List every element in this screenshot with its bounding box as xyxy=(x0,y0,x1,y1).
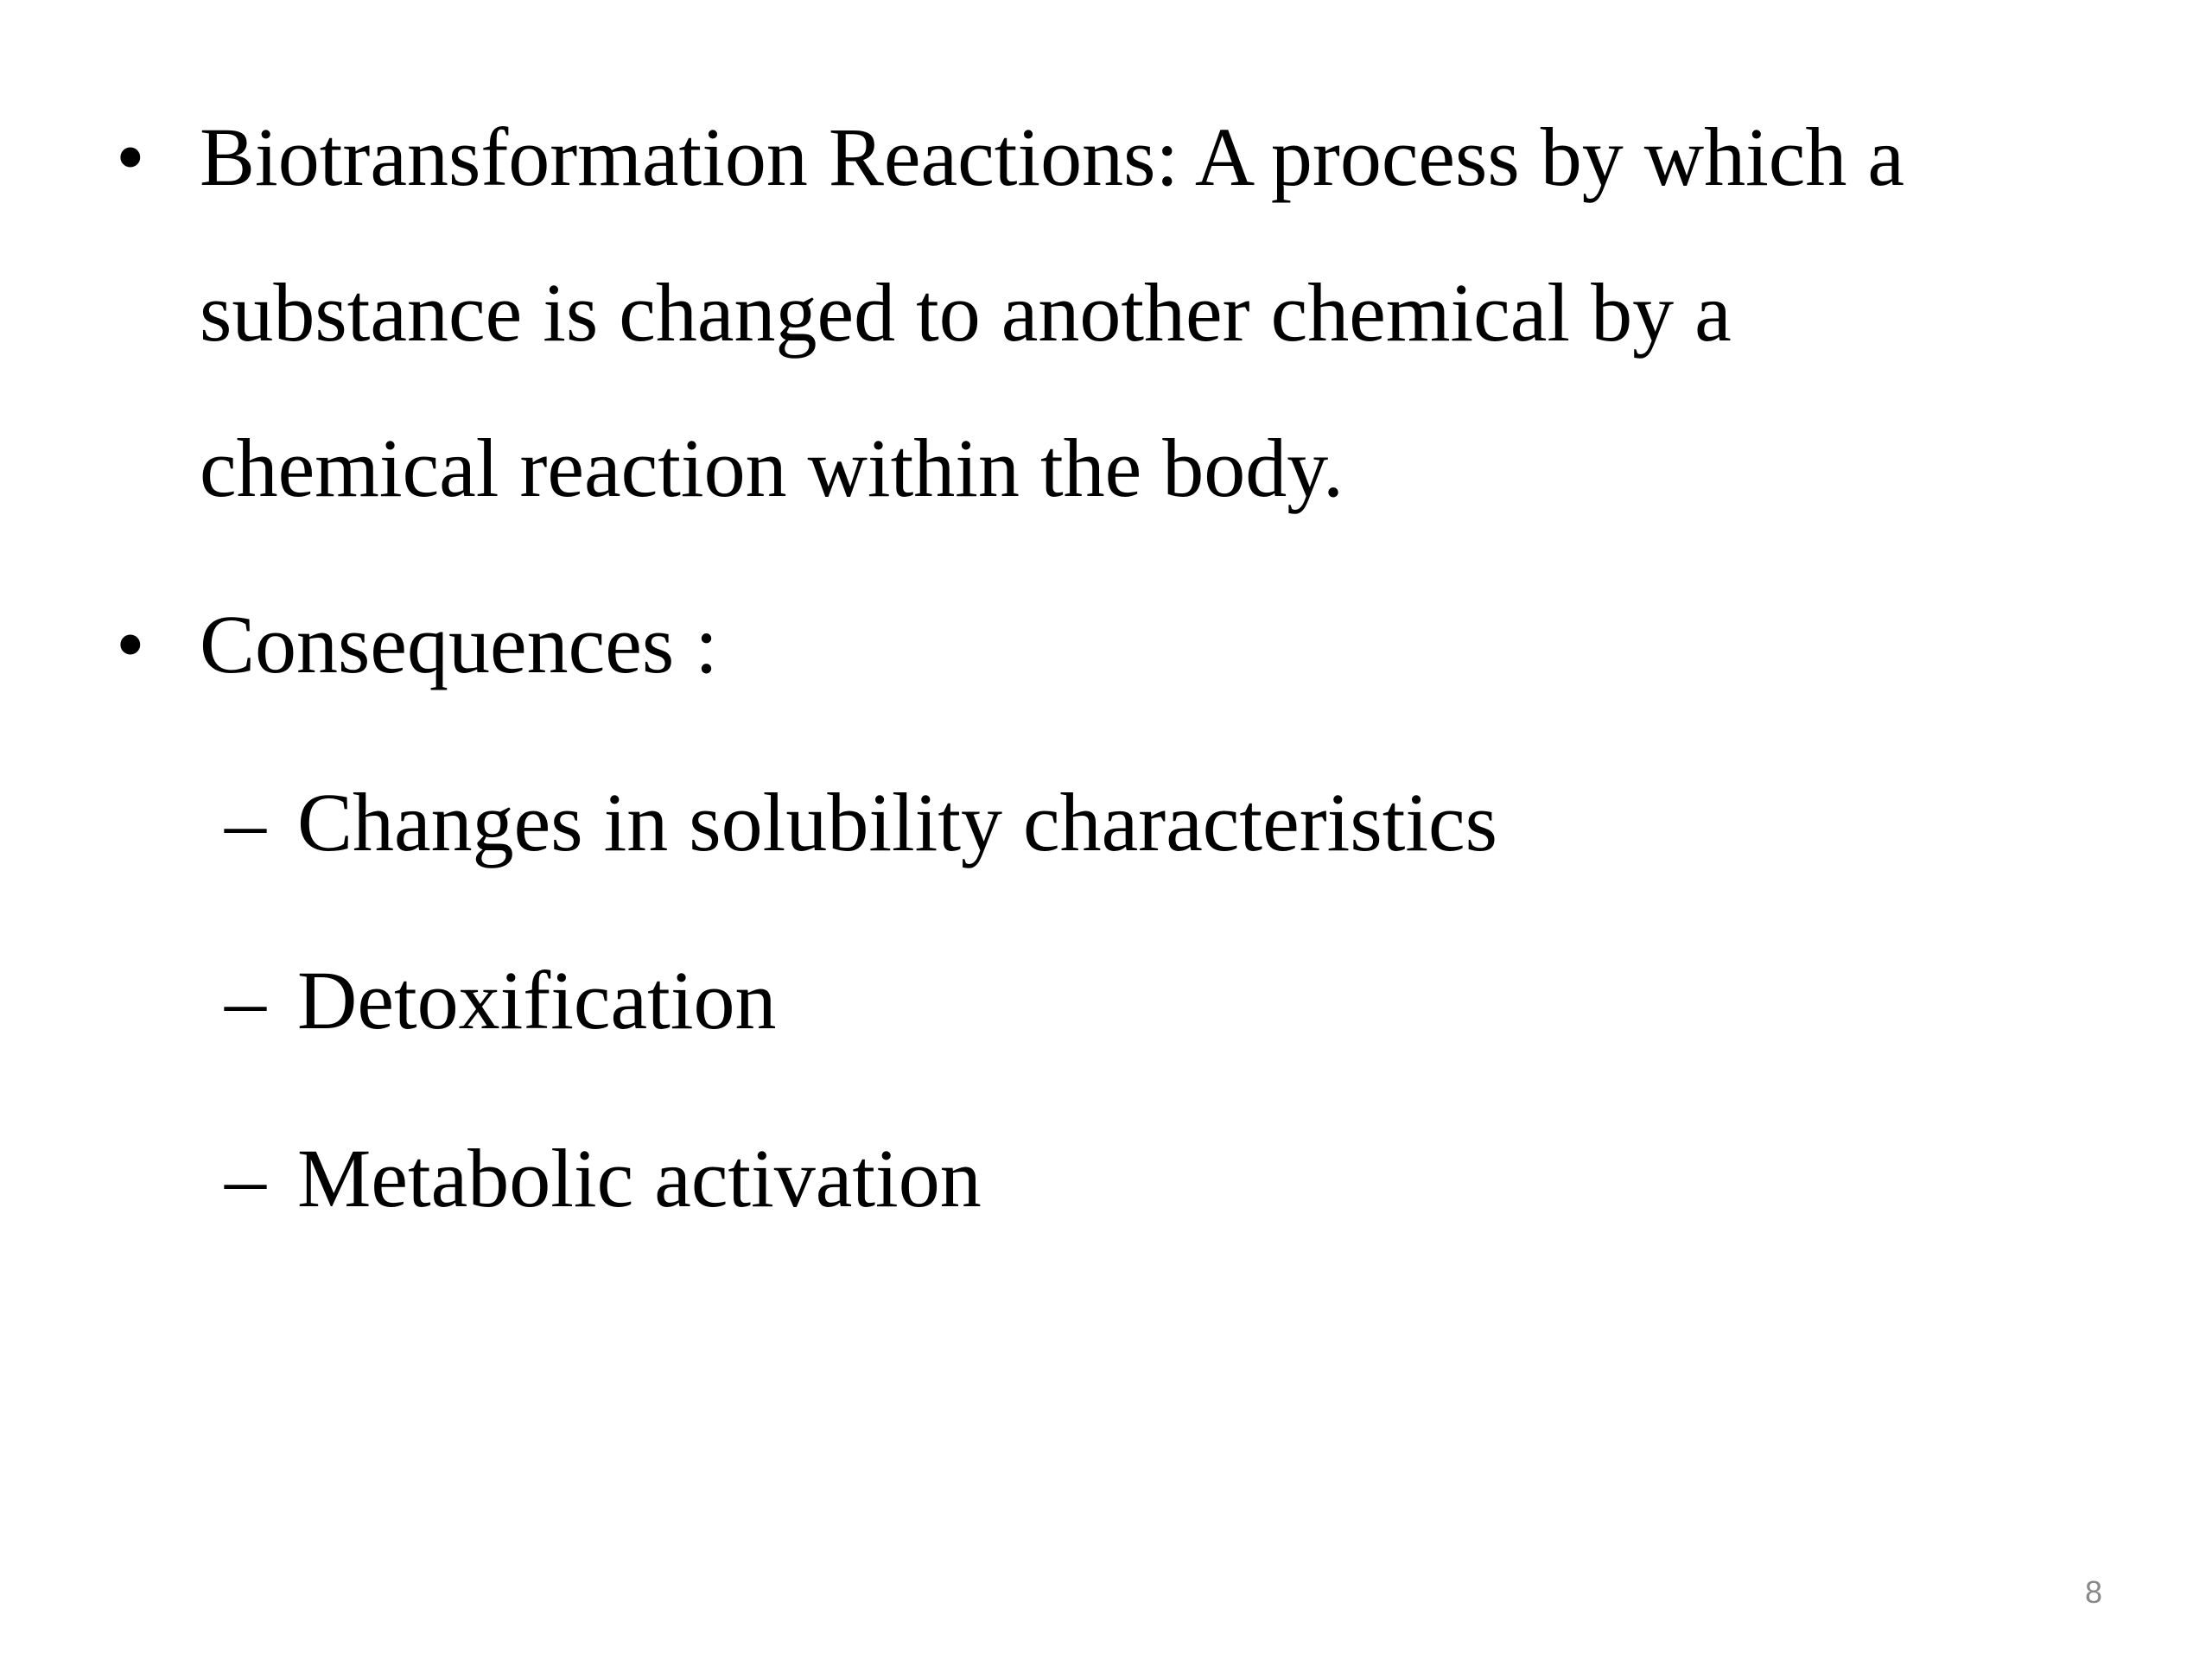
dash-marker: – xyxy=(225,776,266,868)
sub-item-metabolic-activation xyxy=(0,1101,2212,1256)
bullet-marker: • xyxy=(116,598,145,690)
page-number: 8 xyxy=(2084,1574,2102,1610)
sub-item-detoxification xyxy=(0,923,2212,1078)
sub-item-text: Detoxification xyxy=(297,954,777,1046)
dash-marker: – xyxy=(225,954,266,1046)
bullet-text: Biotransformation Reactions: A process by which a substance is changed to another chemical by a chemical reaction within the body. xyxy=(200,111,1904,514)
sub-item-text: Metabolic activation xyxy=(297,1132,982,1224)
bullet-text: Consequences : xyxy=(200,598,718,690)
bullet-marker: • xyxy=(116,111,145,203)
sub-item-text: Changes in solubility characteristics xyxy=(297,776,1497,868)
dash-marker: – xyxy=(225,1132,266,1224)
sub-item-solubility xyxy=(0,745,2212,900)
